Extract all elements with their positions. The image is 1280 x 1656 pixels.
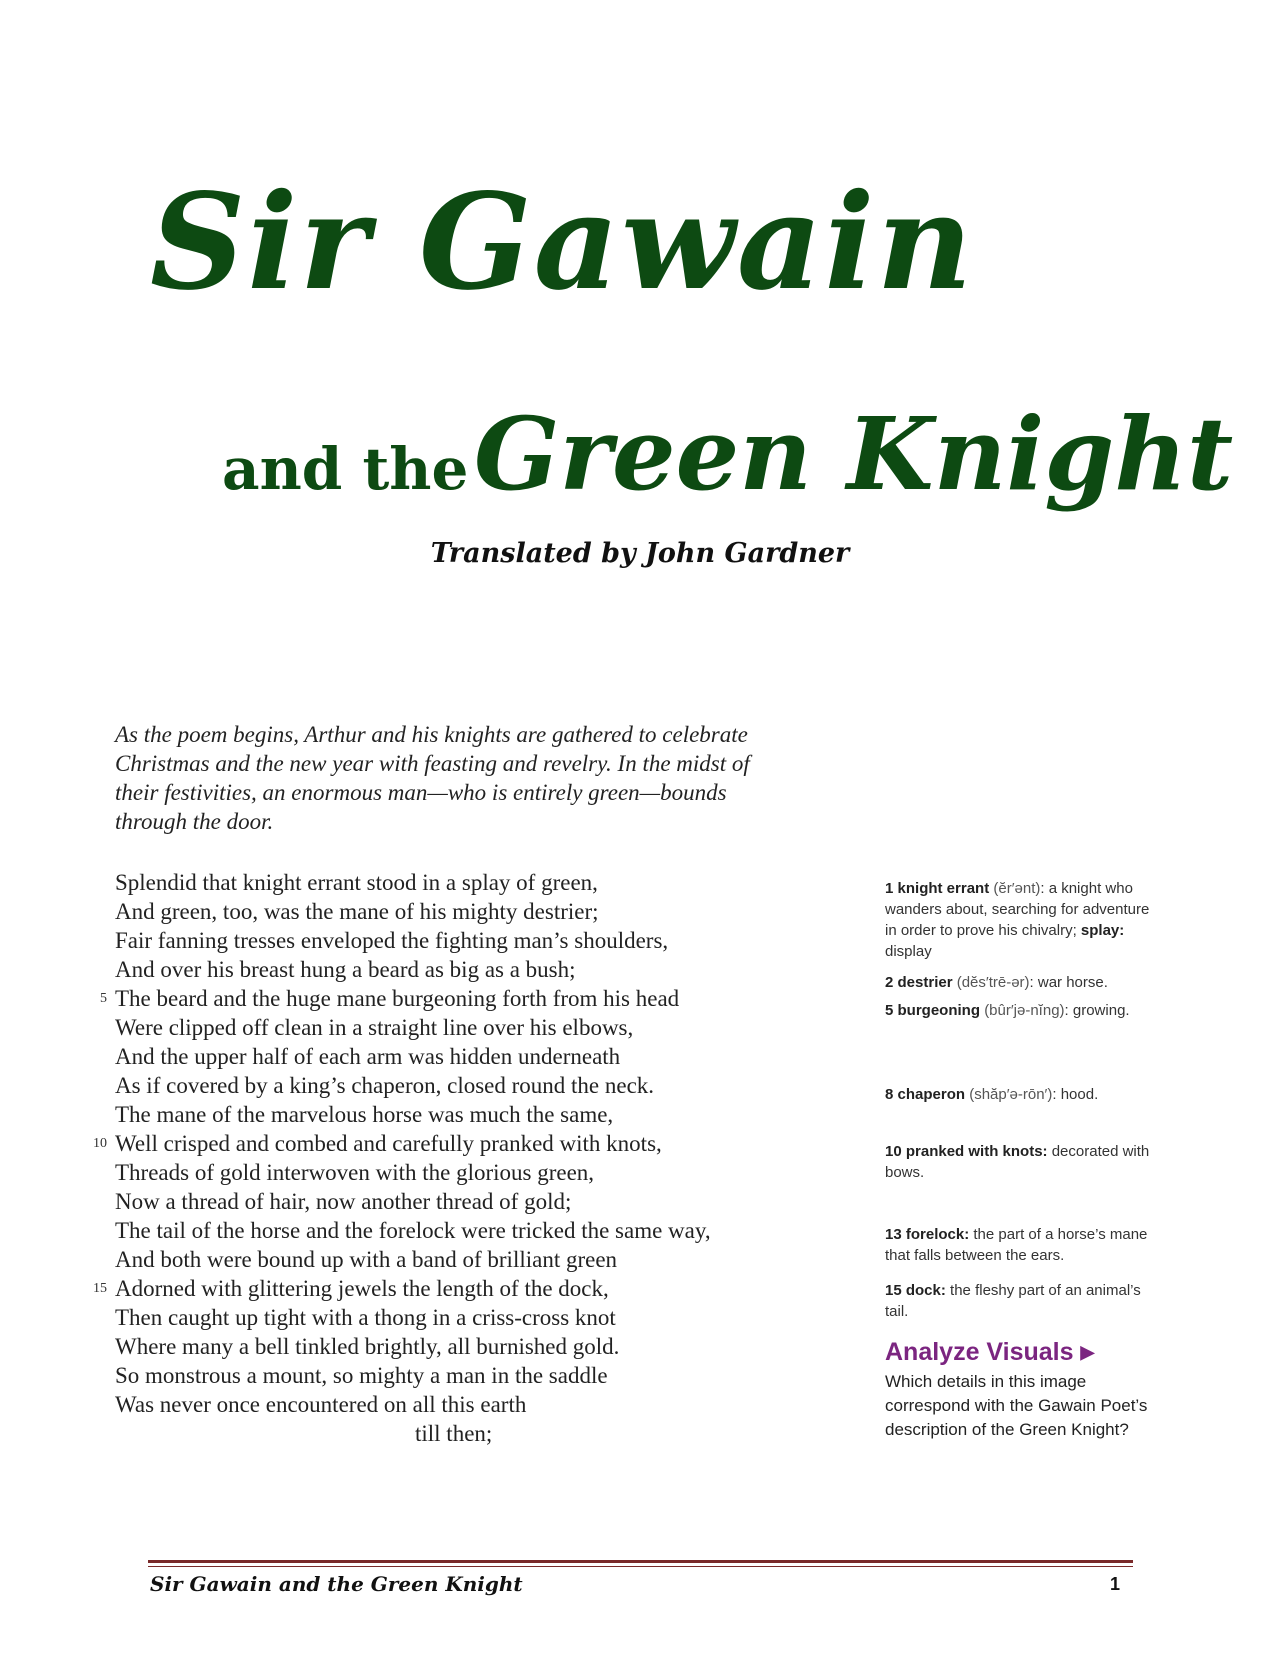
poem-line xyxy=(85,926,765,955)
footnote-1 xyxy=(885,878,1155,962)
analyze-visuals-title: Analyze Visuals xyxy=(885,1338,1074,1366)
footnote-term: dock: xyxy=(905,1282,946,1299)
line-text: Threads of gold interwoven with the glorious green, xyxy=(115,1160,595,1185)
title-line-2 xyxy=(222,395,1233,513)
line-text: Then caught up tight with a thong in a criss-cross knot xyxy=(115,1305,616,1330)
line-text: till then; xyxy=(415,1421,493,1446)
line-text: Fair fanning tresses enveloped the fighting man’s shoulders, xyxy=(115,928,669,953)
poem-line xyxy=(85,1274,765,1303)
footnote-2 xyxy=(885,972,1155,993)
footnote-number: 1 xyxy=(885,880,894,897)
line-text: Adorned with glittering jewels the length of the dock, xyxy=(115,1276,609,1301)
footnote-number: 13 xyxy=(885,1226,902,1243)
poem-line xyxy=(85,1216,765,1245)
translator-byline: Translated by John Gardner xyxy=(430,538,850,569)
line-text: Well crisped and combed and carefully pranked with knots, xyxy=(115,1131,662,1156)
line-text: So monstrous a mount, so mighty a man in the saddle xyxy=(115,1363,608,1388)
poem-line xyxy=(85,955,765,984)
line-text: As if covered by a king’s chaperon, closed round the neck. xyxy=(115,1073,655,1098)
play-arrow-icon: ▶ xyxy=(1080,1342,1095,1362)
footnote-number: 10 xyxy=(885,1143,902,1160)
footnote-term: burgeoning xyxy=(897,1002,981,1019)
footnote-definition: : war horse. xyxy=(1029,974,1108,991)
line-number: 10 xyxy=(93,1136,107,1151)
intro-paragraph: As the poem begins, Arthur and his knights are gathered to celebrate Christmas and the new year with feasting and revelry. In the midst of their festivities, an enormous man—who is entirely green—bounds through the door. xyxy=(115,722,750,834)
footnote-term: splay: xyxy=(1080,922,1125,939)
analyze-visuals-heading xyxy=(885,1338,1094,1367)
footnote-term: pranked with knots: xyxy=(905,1143,1048,1160)
footnote-number: 15 xyxy=(885,1282,902,1299)
line-text: Now a thread of hair, now another thread of gold; xyxy=(115,1189,572,1214)
footnote-definition: : hood. xyxy=(1052,1086,1099,1103)
poem-line xyxy=(85,1361,765,1390)
poem-line xyxy=(85,1100,765,1129)
footnote-13 xyxy=(885,1224,1155,1266)
analyze-visuals-question: Which details in this image correspond with the Gawain Poet’s description of the Green Knight? xyxy=(885,1372,1148,1439)
line-text: Were clipped off clean in a straight line over his elbows, xyxy=(115,1015,634,1040)
line-number: 5 xyxy=(100,991,107,1006)
poem-line xyxy=(85,1129,765,1158)
title-line-1: Sir Gawain xyxy=(150,165,975,320)
poem-line xyxy=(85,868,765,897)
footnote-definition: the fleshy part of an animal’s tail. xyxy=(885,1282,1141,1320)
poem-line xyxy=(85,1390,765,1419)
footnote-definition: display xyxy=(885,943,932,960)
line-text: And over his breast hung a beard as big as a bush; xyxy=(115,957,576,982)
footer-title: Sir Gawain and the Green Knight xyxy=(150,1572,523,1596)
footnote-5 xyxy=(885,1000,1155,1021)
line-text: And green, too, was the mane of his mighty destrier; xyxy=(115,899,599,924)
poem-line xyxy=(85,1042,765,1071)
line-text: And the upper half of each arm was hidden underneath xyxy=(115,1044,621,1069)
footnote-pronunciation: (ĕr′ənt) xyxy=(993,880,1041,897)
footnote-pronunciation: (bûr′jə-nĭng) xyxy=(984,1002,1065,1019)
title-line-2-prefix: and the xyxy=(222,435,469,503)
poem-line xyxy=(85,1303,765,1332)
line-text: Where many a bell tinkled brightly, all burnished gold. xyxy=(115,1334,620,1359)
footnote-term: chaperon xyxy=(897,1086,966,1103)
poem-line xyxy=(85,984,765,1013)
poem-line xyxy=(85,1158,765,1187)
poem-text xyxy=(85,868,765,1448)
footnote-pronunciation: (shăp′ə-rōn′) xyxy=(969,1086,1053,1103)
footnote-number: 2 xyxy=(885,974,894,991)
footnote-8 xyxy=(885,1084,1155,1105)
footnote-definition: : growing. xyxy=(1064,1002,1130,1019)
poem-line xyxy=(85,1013,765,1042)
footnote-10 xyxy=(885,1141,1155,1183)
line-text: Was never once encountered on all this earth xyxy=(115,1392,527,1417)
page-number: 1 xyxy=(1110,1574,1121,1594)
poem-line xyxy=(85,1419,765,1448)
footnote-definition: : a knight who wanders about, searching for adventure in order to prove his chivalry; xyxy=(885,880,1150,939)
poem-line xyxy=(85,1187,765,1216)
line-text: The tail of the horse and the forelock were tricked the same way, xyxy=(115,1218,711,1243)
footnote-term: forelock: xyxy=(905,1226,970,1243)
footer-rule-thin xyxy=(148,1566,1133,1567)
line-text: The beard and the huge mane burgeoning forth from his head xyxy=(115,986,680,1011)
poem-line xyxy=(85,1071,765,1100)
line-text: And both were bound up with a band of brilliant green xyxy=(115,1247,618,1272)
poem-line xyxy=(85,1245,765,1274)
line-text: Splendid that knight errant stood in a splay of green, xyxy=(115,870,598,895)
poem-line xyxy=(85,897,765,926)
footnote-pronunciation: (dĕs′trē-ər) xyxy=(956,974,1030,991)
footnote-definition: decorated with bows. xyxy=(885,1143,1150,1181)
title-line-2-main: Green Knight xyxy=(473,395,1234,513)
line-text: The mane of the marvelous horse was much the same, xyxy=(115,1102,614,1127)
footnote-number: 8 xyxy=(885,1086,894,1103)
footer-rule xyxy=(148,1560,1133,1563)
footnote-definition: the part of a horse’s mane that falls between the ears. xyxy=(885,1226,1148,1264)
footnote-term: destrier xyxy=(897,974,953,991)
footnote-number: 5 xyxy=(885,1002,894,1019)
footnote-term: knight errant xyxy=(897,880,990,897)
line-number: 15 xyxy=(93,1281,107,1296)
poem-line xyxy=(85,1332,765,1361)
footnote-15 xyxy=(885,1280,1155,1322)
